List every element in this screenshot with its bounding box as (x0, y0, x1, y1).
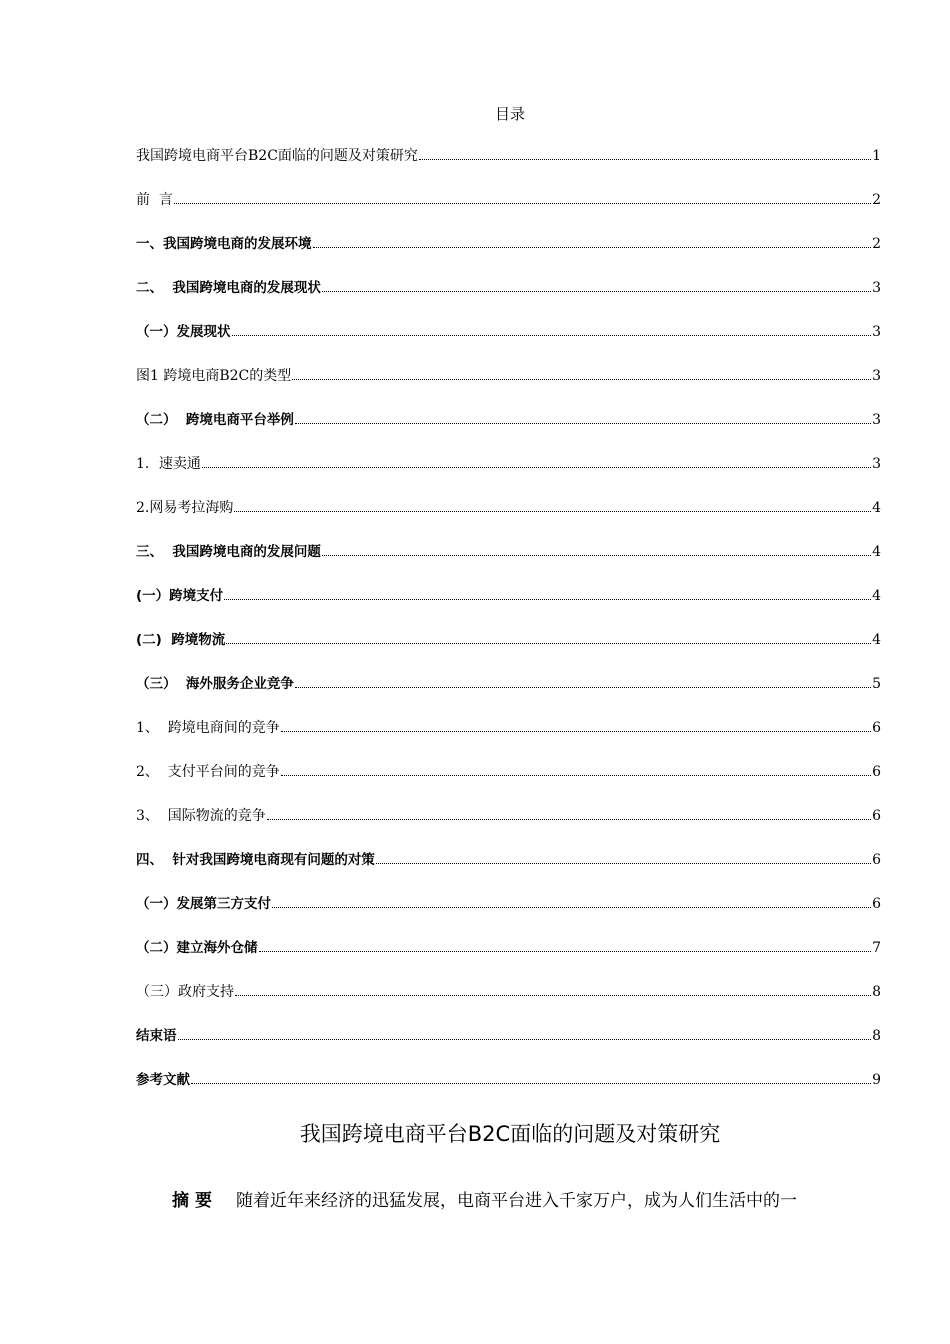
toc-dot-leader (191, 1082, 871, 1084)
toc-entry-title: （二）建立海外仓储 (136, 940, 258, 956)
toc-entry[interactable] (136, 894, 881, 938)
toc-entry-title: （二） 跨境电商平台举例 (136, 412, 294, 428)
toc-entry[interactable] (136, 938, 881, 982)
toc-entry-page-number: 4 (872, 588, 881, 604)
toc-dot-leader (232, 334, 872, 336)
toc-entry-page-number: 8 (872, 1028, 881, 1044)
toc-entry-title: 四、 针对我国跨境电商现有问题的对策 (136, 852, 375, 868)
toc-entry-title: 二、 我国跨境电商的发展现状 (136, 280, 321, 296)
toc-entry-page-number: 3 (872, 280, 881, 296)
toc-entry[interactable] (136, 454, 881, 498)
toc-entry-page-number: 4 (872, 500, 881, 516)
toc-entry-title: 参考文献 (136, 1072, 190, 1088)
toc-entry-title: 3、 国际物流的竞争 (136, 808, 266, 824)
toc-dot-leader (202, 466, 871, 468)
toc-dot-leader (295, 422, 871, 424)
toc-entry[interactable] (136, 586, 881, 630)
toc-entry[interactable] (136, 366, 881, 410)
toc-dot-leader (259, 950, 872, 952)
toc-entry-title: 一、我国跨境电商的发展环境 (136, 236, 312, 252)
toc-entry[interactable] (136, 762, 881, 806)
toc-dot-leader (313, 246, 872, 248)
toc-dot-leader (322, 290, 871, 292)
toc-entry[interactable] (136, 982, 881, 1026)
toc-entry[interactable] (136, 146, 881, 190)
toc-entry-title: （三） 海外服务企业竞争 (136, 676, 294, 692)
toc-dot-leader (292, 378, 871, 380)
toc-entry-page-number: 6 (872, 808, 881, 824)
toc-entry-title: （一）发展现状 (136, 324, 231, 340)
abstract-paragraph (172, 1186, 892, 1211)
toc-entry-page-number: 3 (872, 368, 881, 384)
toc-dot-leader (376, 862, 871, 864)
toc-entry-title: (二) 跨境物流 (136, 632, 226, 648)
toc-entry-page-number: 3 (872, 324, 881, 340)
toc-heading: 目录 (494, 105, 525, 123)
toc-entry-title: 2、 支付平台间的竞争 (136, 764, 280, 780)
toc-entry[interactable] (136, 674, 881, 718)
toc-entry-page-number: 5 (872, 676, 881, 692)
toc-dot-leader (281, 730, 871, 732)
toc-dot-leader (235, 994, 871, 996)
toc-entry[interactable] (136, 542, 881, 586)
toc-entry-title: 三、 我国跨境电商的发展问题 (136, 544, 321, 560)
toc-entry-page-number: 4 (872, 632, 881, 648)
toc-entry-page-number: 1 (872, 148, 881, 164)
toc-dot-leader (224, 598, 871, 600)
toc-entry-title: 1．速卖通 (136, 456, 201, 472)
toc-dot-leader (419, 158, 871, 160)
toc-entry-title: 1、 跨境电商间的竞争 (136, 720, 280, 736)
document-title: 我国跨境电商平台B2C面临的问题及对策研究 (299, 1122, 721, 1146)
toc-entry[interactable] (136, 1026, 881, 1070)
toc-entry-title: (一）跨境支付 (136, 588, 224, 604)
toc-entry[interactable] (136, 410, 881, 454)
toc-entry-page-number: 6 (872, 764, 881, 780)
toc-entry[interactable] (136, 806, 881, 850)
toc-entry-title: （一）发展第三方支付 (136, 896, 271, 912)
toc-dot-leader (226, 642, 871, 644)
table-of-contents (136, 146, 881, 1114)
toc-entry-page-number: 4 (872, 544, 881, 560)
toc-entry[interactable] (136, 322, 881, 366)
toc-entry[interactable] (136, 278, 881, 322)
toc-entry-title: 图1 跨境电商B2C的类型 (136, 368, 292, 384)
toc-entry[interactable] (136, 190, 881, 234)
toc-entry[interactable] (136, 850, 881, 894)
toc-entry-title: 2.网易考拉海购 (136, 500, 234, 516)
toc-entry-page-number: 6 (872, 896, 881, 912)
abstract-text: 随着近年来经济的迅猛发展，电商平台进入千家万户，成为人们生活中的一 (236, 1191, 797, 1211)
toc-entry[interactable] (136, 234, 881, 278)
toc-dot-leader (234, 510, 871, 512)
toc-entry-page-number: 2 (872, 192, 881, 208)
toc-entry-title: 结束语 (136, 1028, 177, 1044)
toc-entry-page-number: 2 (872, 236, 881, 252)
toc-entry-title: 我国跨境电商平台B2C面临的问题及对策研究 (136, 148, 418, 164)
abstract-label: 摘要 (172, 1191, 218, 1211)
toc-entry-page-number: 3 (872, 456, 881, 472)
toc-dot-leader (178, 1038, 872, 1040)
toc-dot-leader (322, 554, 871, 556)
toc-entry-page-number: 6 (872, 852, 881, 868)
toc-entry-page-number: 6 (872, 720, 881, 736)
toc-dot-leader (272, 906, 871, 908)
toc-entry[interactable] (136, 630, 881, 674)
toc-dot-leader (295, 686, 871, 688)
toc-dot-leader (174, 202, 871, 204)
toc-entry-title: （三）政府支持 (136, 984, 234, 1000)
toc-entry-page-number: 8 (872, 984, 881, 1000)
toc-entry[interactable] (136, 1070, 881, 1114)
toc-entry-page-number: 9 (872, 1072, 881, 1088)
toc-entry[interactable] (136, 718, 881, 762)
toc-entry-page-number: 3 (872, 412, 881, 428)
toc-entry-page-number: 7 (872, 940, 881, 956)
toc-dot-leader (267, 818, 871, 820)
toc-entry[interactable] (136, 498, 881, 542)
toc-dot-leader (281, 774, 871, 776)
toc-entry-title: 前 言 (136, 192, 173, 208)
